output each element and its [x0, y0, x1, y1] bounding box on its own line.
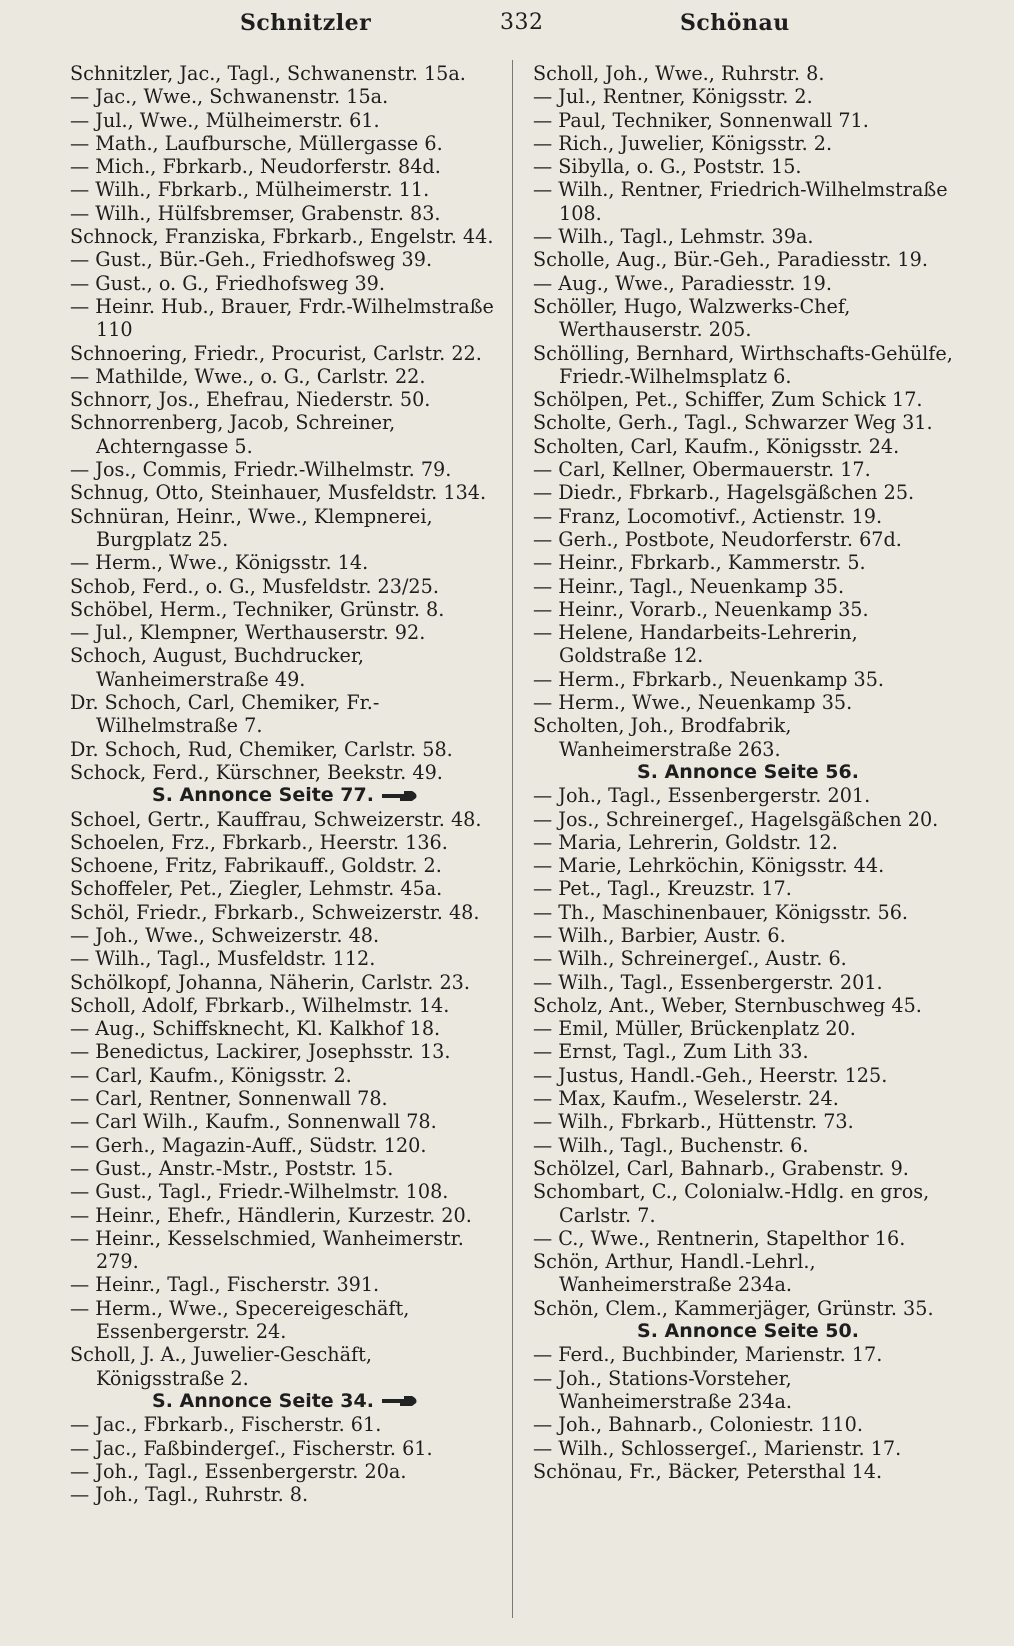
entry-text: Schölling, Bernhard, Wirthschafts-Gehülfe, Friedr.-Wilhelmsplatz 6.	[533, 341, 959, 388]
directory-entry	[70, 458, 500, 481]
directory-entry	[70, 178, 500, 201]
directory-entry	[70, 621, 500, 644]
entry-text: — Jul., Wwe., Mülheimerstr. 61.	[70, 108, 380, 132]
entry-text: Dr. Schoch, Carl, Chemiker, Fr.-Wilhelmstraße 7.	[70, 691, 380, 738]
right-column	[533, 62, 963, 1483]
entry-text: — Max, Kaufm., Weselerstr. 24.	[533, 1087, 839, 1111]
entry-text: Schöl, Friedr., Fbrkarb., Schweizerstr. 48.	[70, 900, 480, 924]
entry-text: — Wilh., Tagl., Musfeldstr. 112.	[70, 947, 376, 971]
directory-entry	[533, 1413, 963, 1436]
header-left-keyword: Schnitzler	[240, 10, 372, 36]
directory-entry	[533, 1040, 963, 1063]
directory-entry	[533, 575, 963, 598]
entry-text: S. Annonce Seite 56.	[637, 760, 859, 783]
directory-entry	[70, 342, 500, 365]
directory-entry	[533, 668, 963, 691]
entry-text: — Paul, Techniker, Sonnenwall 71.	[533, 108, 869, 132]
directory-entry	[533, 528, 963, 551]
directory-entry	[70, 295, 500, 342]
entry-text: Scholte, Gerh., Tagl., Schwarzer Weg 31.	[533, 411, 933, 435]
entry-text: — Jos., Schreinergeſ., Hagelsgäßchen 20.	[533, 807, 939, 831]
entry-text: — Rich., Juwelier, Königsstr. 2.	[533, 131, 833, 155]
entry-text: — Wilh., Tagl., Essenbergerstr. 201.	[533, 970, 883, 994]
directory-entry	[533, 994, 963, 1017]
entry-text: — Math., Laufbursche, Müllergasse 6.	[70, 131, 443, 155]
page-number: 332	[500, 10, 544, 35]
directory-entry	[533, 877, 963, 900]
entry-text: — Franz, Locomotivf., Actienstr. 19.	[533, 504, 883, 528]
directory-entry	[533, 178, 963, 225]
entry-text: S. Annonce Seite 77.	[152, 784, 374, 807]
column-divider	[512, 60, 513, 1618]
directory-entry	[533, 831, 963, 854]
directory-entry	[70, 854, 500, 877]
entry-text: — Carl, Kellner, Obermauerstr. 17.	[533, 458, 871, 482]
entry-text: — Heinr., Tagl., Fischerstr. 391.	[70, 1273, 380, 1297]
entry-text: — Wilh., Tagl., Buchenstr. 6.	[533, 1133, 809, 1157]
directory-entry	[533, 1064, 963, 1087]
directory-entry	[533, 435, 963, 458]
directory-entry	[533, 1227, 963, 1250]
directory-entry	[70, 155, 500, 178]
entry-text: — Heinr. Hub., Brauer, Frdr.-Wilhelmstraße 110	[70, 294, 501, 342]
directory-entry	[70, 1017, 500, 1040]
entry-text: — Herm., Wwe., Neuenkamp 35.	[533, 691, 853, 715]
directory-entry	[70, 132, 500, 155]
entry-text: Schnoering, Friedr., Procurist, Carlstr. 22.	[70, 341, 482, 365]
header-right-keyword: Schönau	[680, 10, 790, 36]
directory-entry	[533, 784, 963, 807]
directory-entry	[70, 505, 500, 552]
entry-text: Schoch, August, Buchdrucker, Wanheimerstraße 49.	[70, 644, 371, 691]
directory-entry	[70, 1204, 500, 1227]
entry-text: Scholl, Adolf, Fbrkarb., Wilhelmstr. 14.	[70, 993, 450, 1017]
entry-text: Schoelen, Frz., Fbrkarb., Heerstr. 136.	[70, 830, 448, 854]
entry-text: Schöbel, Herm., Techniker, Grünstr. 8.	[70, 597, 445, 621]
entry-text: Schoene, Fritz, Fabrikauff., Goldstr. 2.	[70, 854, 442, 878]
directory-entry	[70, 551, 500, 574]
directory-entry	[70, 598, 500, 621]
entry-text: S. Annonce Seite 34.	[152, 1389, 374, 1412]
directory-entry	[70, 738, 500, 761]
entry-text: Scholten, Joh., Brodfabrik, Wanheimerstraße 263.	[533, 714, 798, 761]
entry-text: — Emil, Müller, Brückenplatz 20.	[533, 1017, 856, 1041]
entry-text: — Carl Wilh., Kaufm., Sonnenwall 78.	[70, 1110, 437, 1134]
entry-text: Schock, Ferd., Kürschner, Beekstr. 49.	[70, 760, 443, 784]
directory-entry	[70, 575, 500, 598]
entry-text: — Maria, Lehrerin, Goldstr. 12.	[533, 830, 838, 854]
entry-text: Schombart, C., Colonialw.-Hdlg. en gros, Carlstr. 7.	[533, 1180, 936, 1227]
entry-text: — Jac., Wwe., Schwanenstr. 15a.	[70, 85, 389, 109]
directory-entry	[533, 1110, 963, 1133]
entry-text: — Helene, Handarbeits-Lehrerin, Goldstraße 12.	[533, 621, 864, 668]
annonce-reference	[70, 784, 500, 807]
directory-entry	[70, 1413, 500, 1436]
entry-text: — Wilh., Schreinergeſ., Austr. 6.	[533, 947, 847, 971]
entry-text: — Th., Maschinenbauer, Königsstr. 56.	[533, 900, 909, 924]
entry-text: — Wilh., Schlossergeſ., Marienstr. 17.	[533, 1436, 902, 1460]
directory-entry	[533, 1087, 963, 1110]
directory-entry	[533, 411, 963, 434]
entry-text: — Joh., Tagl., Essenbergerstr. 20a.	[70, 1459, 407, 1483]
entry-text: — Wilh., Fbrkarb., Mülheimerstr. 11.	[70, 178, 430, 202]
entry-text: — Wilh., Hülfsbremser, Grabenstr. 83.	[70, 201, 441, 225]
entry-text: — Jul., Klempner, Werthauserstr. 92.	[70, 621, 426, 645]
directory-entry	[70, 1343, 500, 1390]
entry-text: Schnorrenberg, Jacob, Schreiner, Achterngasse 5.	[70, 411, 402, 458]
directory-entry	[533, 225, 963, 248]
entry-text: — Herm., Wwe., Specereigeschäft, Essenbergerstr. 24.	[70, 1296, 416, 1344]
directory-entry	[533, 947, 963, 970]
directory-entry	[533, 248, 963, 271]
directory-entry	[533, 598, 963, 621]
directory-entry	[70, 1064, 500, 1087]
entry-text: — Diedr., Fbrkarb., Hagelsgäßchen 25.	[533, 481, 915, 505]
directory-entry	[533, 854, 963, 877]
entry-text: — Pet., Tagl., Kreuzstr. 17.	[533, 877, 792, 901]
directory-entry	[533, 924, 963, 947]
annonce-reference	[533, 761, 963, 784]
directory-entry	[533, 551, 963, 574]
directory-entry	[70, 901, 500, 924]
entry-text: — Heinr., Ehefr., Händlerin, Kurzestr. 20.	[70, 1203, 472, 1227]
directory-entry	[533, 901, 963, 924]
entry-text: — Mich., Fbrkarb., Neudorferstr. 84d.	[70, 155, 441, 179]
directory-entry	[533, 1343, 963, 1366]
directory-entry	[70, 109, 500, 132]
entry-text: Scholz, Ant., Weber, Sternbuschweg 45.	[533, 993, 922, 1017]
directory-entry	[533, 109, 963, 132]
directory-entry	[70, 1180, 500, 1203]
entry-text: Schnitzler, Jac., Tagl., Schwanenstr. 15a.	[70, 62, 466, 85]
directory-entry	[533, 971, 963, 994]
entry-text: — Jos., Commis, Friedr.-Wilhelmstr. 79.	[70, 458, 452, 482]
entry-text: — Gust., o. G., Friedhofsweg 39.	[70, 271, 385, 295]
entry-text: Schön, Arthur, Handl.-Lehrl., Wanheimerstraße 234a.	[533, 1250, 822, 1297]
directory-entry	[533, 714, 963, 761]
directory-entry	[70, 691, 500, 738]
directory-entry	[533, 481, 963, 504]
entry-text: — Heinr., Vorarb., Neuenkamp 35.	[533, 597, 869, 621]
entry-text: — Ernst, Tagl., Zum Lith 33.	[533, 1040, 809, 1064]
directory-entry	[70, 1273, 500, 1296]
directory-entry	[70, 1157, 500, 1180]
entry-text: — Mathilde, Wwe., o. G., Carlstr. 22.	[70, 364, 426, 388]
directory-entry	[70, 1110, 500, 1133]
entry-text: Schnock, Franziska, Fbrkarb., Engelstr. 44.	[70, 225, 494, 249]
directory-entry	[533, 1017, 963, 1040]
entry-text: Scholl, Joh., Wwe., Ruhrstr. 8.	[533, 62, 825, 85]
annonce-reference	[533, 1320, 963, 1343]
entry-text: — Herm., Fbrkarb., Neuenkamp 35.	[533, 667, 884, 691]
directory-entry	[70, 1460, 500, 1483]
entry-text: Schnorr, Jos., Ehefrau, Niederstr. 50.	[70, 388, 431, 412]
directory-entry	[70, 1087, 500, 1110]
entry-text: — Wilh., Barbier, Austr. 6.	[533, 923, 786, 947]
entry-text: — Aug., Wwe., Paradiesstr. 19.	[533, 271, 832, 295]
entry-text: Scholten, Carl, Kaufm., Königsstr. 24.	[533, 434, 900, 458]
directory-entry	[533, 155, 963, 178]
directory-entry	[70, 1040, 500, 1063]
entry-text: — Gerh., Postbote, Neudorferstr. 67d.	[533, 527, 902, 551]
entry-text: — Joh., Wwe., Schweizerstr. 48.	[70, 923, 380, 947]
directory-entry	[533, 295, 963, 342]
entry-text: — Wilh., Tagl., Lehmstr. 39a.	[533, 225, 814, 249]
directory-entry	[533, 62, 963, 85]
directory-entry	[70, 1297, 500, 1344]
directory-entry	[70, 365, 500, 388]
directory-entry	[70, 947, 500, 970]
directory-entry	[533, 1437, 963, 1460]
directory-entry	[533, 1180, 963, 1227]
entry-text: — Wilh., Fbrkarb., Hüttenstr. 73.	[533, 1110, 854, 1134]
entry-text: — Aug., Schiffsknecht, Kl. Kalkhof 18.	[70, 1017, 441, 1041]
directory-entry	[70, 877, 500, 900]
pointing-hand-icon	[382, 784, 418, 807]
entry-text: Schoel, Gertr., Kauffrau, Schweizerstr. 48.	[70, 807, 482, 831]
entry-text: Schönau, Fr., Bäcker, Petersthal 14.	[533, 1459, 883, 1483]
directory-entry	[533, 132, 963, 155]
directory-entry	[70, 808, 500, 831]
directory-entry	[70, 62, 500, 85]
directory-entry	[533, 1134, 963, 1157]
directory-entry	[70, 994, 500, 1017]
entry-text: — Heinr., Kesselschmied, Wanheimerstr. 279.	[70, 1226, 470, 1274]
entry-text: — Carl, Kaufm., Königsstr. 2.	[70, 1063, 352, 1087]
directory-entry	[70, 272, 500, 295]
entry-text: Schön, Clem., Kammerjäger, Grünstr. 35.	[533, 1296, 934, 1320]
entry-text: — Benedictus, Lackirer, Josephsstr. 13.	[70, 1040, 451, 1064]
directory-entry	[70, 248, 500, 271]
entry-text: — Justus, Handl.-Geh., Heerstr. 125.	[533, 1063, 888, 1087]
entry-text: — Jac., Faßbindergeſ., Fischerstr. 61.	[70, 1436, 433, 1460]
entry-text: — Gust., Tagl., Friedr.-Wilhelmstr. 108.	[70, 1180, 449, 1204]
entry-text: — Heinr., Fbrkarb., Kammerstr. 5.	[533, 551, 866, 575]
entry-text: Schoffeler, Pet., Ziegler, Lehmstr. 45a.	[70, 877, 443, 901]
entry-text: — C., Wwe., Rentnerin, Stapelthor 16.	[533, 1226, 906, 1250]
pointing-hand-icon	[382, 1390, 418, 1413]
entry-text: — Heinr., Tagl., Neuenkamp 35.	[533, 574, 845, 598]
entry-text: — Herm., Wwe., Königsstr. 14.	[70, 551, 369, 575]
directory-entry	[533, 1157, 963, 1180]
directory-entry	[533, 621, 963, 668]
directory-entry	[70, 644, 500, 691]
entry-text: — Jac., Fbrkarb., Fischerstr. 61.	[70, 1413, 382, 1437]
directory-entry	[70, 85, 500, 108]
entry-text: — Joh., Bahnarb., Coloniestr. 110.	[533, 1413, 863, 1437]
entry-text: — Carl, Rentner, Sonnenwall 78.	[70, 1087, 388, 1111]
entry-text: — Joh., Stations-Vorsteher, Wanheimerstraße 234a.	[533, 1366, 798, 1413]
directory-entry	[70, 202, 500, 225]
entry-text: Schöller, Hugo, Walzwerks-Chef, Werthauserstr. 205.	[533, 294, 857, 342]
directory-entry	[533, 342, 963, 389]
directory-entry	[70, 388, 500, 411]
entry-text: S. Annonce Seite 50.	[637, 1320, 859, 1343]
entry-text: — Wilh., Rentner, Friedrich-Wilhelmstraße 108.	[533, 178, 954, 225]
directory-entry	[533, 1297, 963, 1320]
entry-text: Scholle, Aug., Bür.-Geh., Paradiesstr. 19.	[533, 248, 928, 272]
directory-entry	[533, 85, 963, 108]
directory-entry	[533, 691, 963, 714]
directory-entry	[70, 1483, 500, 1506]
directory-entry	[533, 1460, 963, 1483]
entry-text: Schölpen, Pet., Schiffer, Zum Schick 17.	[533, 388, 923, 412]
directory-entry	[70, 1227, 500, 1274]
entry-text: Schnüran, Heinr., Wwe., Klempnerei, Burgplatz 25.	[70, 504, 439, 551]
directory-entry	[533, 1250, 963, 1297]
entry-text: — Joh., Tagl., Ruhrstr. 8.	[70, 1483, 309, 1507]
entry-text: Scholl, J. A., Juwelier-Geschäft, Königsstraße 2.	[70, 1343, 379, 1390]
directory-entry	[533, 505, 963, 528]
entry-text: — Gust., Anstr.-Mstr., Poststr. 15.	[70, 1156, 394, 1180]
directory-entry	[533, 808, 963, 831]
entry-text: — Sibylla, o. G., Poststr. 15.	[533, 155, 802, 179]
entry-text: Schölzel, Carl, Bahnarb., Grabenstr. 9.	[533, 1156, 909, 1180]
directory-entry	[533, 388, 963, 411]
directory-entry	[70, 225, 500, 248]
entry-text: — Ferd., Buchbinder, Marienstr. 17.	[533, 1343, 883, 1367]
directory-entry	[70, 1437, 500, 1460]
directory-entry	[70, 761, 500, 784]
entry-text: — Marie, Lehrköchin, Königsstr. 44.	[533, 854, 885, 878]
entry-text: — Gerh., Magazin-Auff., Südstr. 120.	[70, 1133, 427, 1157]
directory-entry	[70, 481, 500, 504]
entry-text: — Jul., Rentner, Königsstr. 2.	[533, 85, 813, 109]
entry-text: Schob, Ferd., o. G., Musfeldstr. 23/25.	[70, 574, 439, 598]
directory-entry	[70, 411, 500, 458]
page-header	[60, 10, 954, 50]
directory-entry	[533, 1367, 963, 1414]
entry-text: — Gust., Bür.-Geh., Friedhofsweg 39.	[70, 248, 433, 272]
entry-text: Schölkopf, Johanna, Näherin, Carlstr. 23.	[70, 970, 470, 994]
directory-entry	[70, 971, 500, 994]
entry-text: Dr. Schoch, Rud, Chemiker, Carlstr. 58.	[70, 737, 453, 761]
directory-entry	[70, 924, 500, 947]
directory-entry	[70, 1134, 500, 1157]
entry-text: Schnug, Otto, Steinhauer, Musfeldstr. 134.	[70, 481, 487, 505]
directory-entry	[533, 272, 963, 295]
annonce-reference	[70, 1390, 500, 1413]
directory-entry	[533, 458, 963, 481]
entry-text: — Joh., Tagl., Essenbergerstr. 201.	[533, 784, 871, 808]
left-column	[70, 62, 500, 1506]
directory-entry	[70, 831, 500, 854]
